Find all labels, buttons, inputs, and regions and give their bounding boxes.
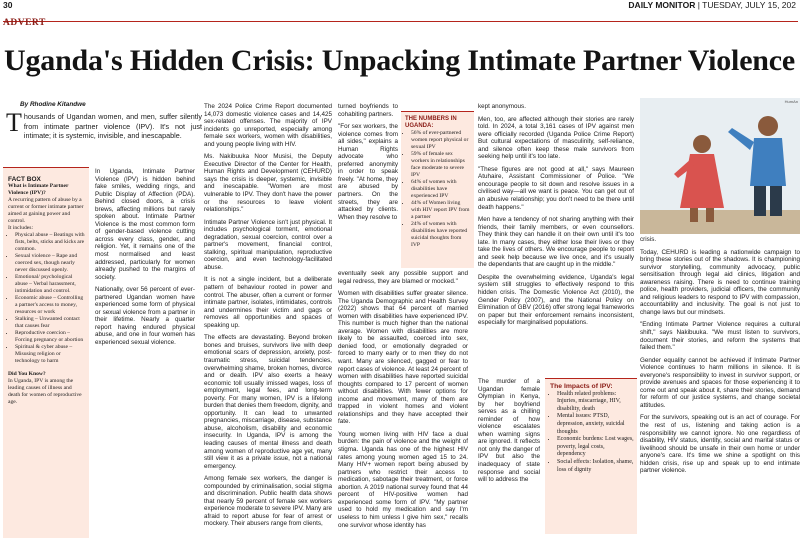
paragraph: Men, too, are affected although their stories are rarely told. In 2024, a total 3,161 cases of IPV against men were officially recorded (Uganda Police Crime Report) But cultural expectations of masculinity, self-reliance, and silence often keep these male survivors from seeking help until it's too late. [478, 115, 634, 161]
list-item: • 56% of ever-partnered women report physical or sexual IPV [411, 130, 471, 151]
list-item: • Physical abuse – Beatings with fists, belts, sticks and kicks are common. [15, 232, 85, 253]
did-you-know-title: Did You Know? [8, 371, 46, 377]
numbers-box [401, 111, 474, 268]
fact-box-list [8, 232, 85, 365]
paragraph: "For sex workers, the violence comes from all sides," explains a Human Rights advocate who preferred anonymity in order to speak freely. "At home, they are abused by partners. On the streets, they are attacked by clients. When they resolve to [338, 123, 398, 221]
lead-paragraph [6, 108, 202, 141]
list-item: • Health related problems: Injuries, miscarriage, HIV, disability, death [557, 391, 634, 414]
paragraph: Gender equality cannot be achieved if Intimate Partner Violence continues to harm millions in silence. It is everyone's responsibility to invest in survivor support, or provide avenues and spaces for those experiencing it to come out and speak about it, share their stories, demand for reform of our justice systems, and change societal attitudes. [640, 356, 800, 409]
fact-box-definition: A recurring pattern of abuse by a current or former intimate partner aimed at gaining power and control. [8, 197, 84, 224]
paragraph: For the survivors, speaking out is an act of courage. For the rest of us, listening and taking action is a responsibility we cannot ignore. No one regardless of disability, HIV status, identity, social and marital status or livelihood should be unsafe in their own home or under anyone's care. It's time we shine a spotlight on this hidden crisis, rise up and speak up to end intimate partner violence. [640, 414, 800, 475]
paragraph: It is not a single incident, but a deliberate pattern of behaviour rooted in power and control. The abuser, often a current or former intimate partner, isolates, intimidates, controls and undermines their victim and gags or removes all opportunities and spaces of speaking up. [204, 276, 332, 329]
headline: Uganda's Hidden Crisis: Unpacking Intimate Partner Violence [4, 44, 796, 77]
list-item: • 59% of female sex workers in relationships face moderate to severe IPV [411, 151, 471, 179]
paragraph: The murder of a Ugandan female Olympian in Kenya, by her boyfriend serves as a chilling reminder of how violence escalates when warning signs are ignored. It reflects not only the danger of IPV but also the inadequacy of state response and social will to address the [478, 378, 540, 484]
did-you-know-text: In Uganda, IPV is among the leading causes of illness and death for women of reproductive age. [8, 378, 82, 405]
paragraph: Ms. Nakibuuka Noor Musisi, the Deputy Executive Director of the Center for Health, Human Rights and Development (CEHURD) says the crisis is deeper, systemic, invisible and inescapable. "Women are most vulnerable to IPV. They don't have the power or the resources to leave violent relationships." [204, 153, 332, 214]
impacts-box-title: The Impacts of IPV: [550, 383, 613, 390]
masthead-separator: | [695, 0, 703, 10]
paragraph: Despite the overwhelming evidence, Uganda's legal system still struggles to effectively respond to this hidden crisis. The Domestic Violence Act (2010), the Gender Policy (2007), and the National Policy on Elimination of GBV (2016) offer strong legal frameworks on paper but their enforcement remains inconsistent, especially for marginalised populations. [478, 273, 634, 327]
column-1 [95, 168, 195, 352]
fact-box-title: FACT BOX [8, 176, 41, 183]
column-5 [640, 236, 800, 480]
column-4 [478, 103, 634, 332]
column-3 [338, 270, 468, 534]
fact-box-question: What is Intimate Partner Violence (IPV)? [8, 183, 69, 196]
illustration [640, 98, 800, 234]
illustration-label: HumAn [784, 99, 798, 104]
top-bar [0, 0, 800, 11]
paragraph: The 2024 Police Crime Report documented 14,073 domestic violence cases and 14,425 sex-related offenses. The majority of IPV incidents go unreported, especially among female sex workers, women with disabilities, and young people living with HIV. [204, 103, 332, 148]
paragraph: In Uganda, Intimate Partner Violence (IPV) is hidden behind fake smiles, wedding rings, and Public Display of Affection (PDA). Behind closed doors, a crisis brews, affecting millions but rarely spoken about. Intimate Partner Violence is the most common form of gender-based violence cutting across every class, gender, and religion. Yet, it remains one of the most normalised and least addressed, particularly for women already pushed to the margins of society. [95, 168, 195, 281]
list-item: • 24% of women with disabilities have reported suicidal thoughts from IVP [411, 221, 471, 249]
list-item: • Economic abuse – Controlling a partner's access to money, resources or work [15, 295, 85, 316]
impacts-box [545, 378, 637, 534]
paragraph: "These figures are not good at all," says Maureen Atuhaire, Assistant Commissioner of Police. "We encourage people to sit down and resolve issues in a civilised way—all we want is peace. You can get out of an abusive relationship; you don't need to be there until death happens." [478, 165, 634, 211]
paragraph: Nationally, over 56 percent of ever-partnered Ugandan women have experienced some form of physical or sexual violence from a partner in their lifetime. Nearly a quarter report having endured physical abuse, and one in four women has experienced sexual violence. [95, 286, 195, 347]
paragraph: "Ending Intimate Partner Violence requires a cultural shift," says Nakibuuka. "We must listen to survivors, document their stories, and reform the systems that failed them." [640, 321, 800, 352]
paragraph: Among female sex workers, the danger is compounded by criminalisation, social stigma and discrimination. Public health data shows that nearly 59 percent of female sex workers experience moderate to severe IPV. Many are afraid to report abuse for fear of arrest or mockery. Their abusers range from clients, [204, 475, 332, 528]
domestic-violence-illustration [640, 98, 800, 234]
list-item: • Stalking – Unwanted contact that causes fear [15, 316, 85, 330]
list-item: • Mental issues: PTSD, depression, anxiety, suicidal thoughts [557, 413, 634, 436]
paragraph: eventually seek any possible support and legal redress, they are blamed or mocked." [338, 270, 468, 285]
column-4-bottom [478, 378, 540, 489]
paragraph: Intimate Partner Violence isn't just physical. It includes psychological torment, emotional degradation, sexual coercion, control over a partner's movement, financial control, stalking, spiritual manipulation, reproductive coercion, and even technology-facilitated abuse. [204, 218, 332, 271]
paragraph: Young women living with HIV face a dual burden: the pain of violence and the weight of stigma. Uganda has one of the highest HIV rates among young women aged 15 to 24. Many HIV+ women report being abused by partners who restrict their access to medication, sabotage their treatment, or force abortion. A 2019 national survey found that 44 percent of HIV-positive women had experienced some form of IPV. "My partner used to hold my medication and say I'm useless to him unless I give him sex," recalls one survivor whose identity has [338, 430, 468, 529]
list-item: • Sexual violence – Rape and coerced sex, though nearly never discussed openly. [15, 253, 85, 274]
list-item: • 64% of women with disabilities have experienced IPV [411, 179, 471, 200]
list-item: • Emotional/ psychological abuse – Verbal harassment, intimidation and control. [15, 274, 85, 295]
numbers-box-title: THE NUMBERS IN UGANDA: [405, 116, 457, 129]
column-2 [204, 103, 332, 533]
fact-box-includes-label: It includes: [8, 225, 34, 231]
drop-cap: T [6, 108, 22, 137]
list-item: • Social effects: Isolation, shame, loss of dignity [557, 459, 634, 474]
paragraph: Today, CEHURD is leading a nationwide campaign to bring these stories out of the shadows. It is championing survivor storytelling, community advocacy, public sensitisation through legal aid clinics, litigation and awareness raising. There is need to continue training police, health providers, judicial officers, the community and religious leaders to respond to IPV with compassion, accountability and inclusivity. The goal is not just to change laws but our mindsets. [640, 248, 800, 316]
paragraph: turned boyfriends to cohabiting partners. [338, 103, 398, 118]
numbers-list [405, 130, 471, 249]
section-label-bar [3, 12, 798, 28]
paragraph: kept anonymous. [478, 103, 526, 110]
paragraph: Women with disabilities suffer greater silence. The Uganda Demographic and Health Survey (2022) shows that 64 percent of married women with disabilities have experienced IPV. This number is much higher than the national average. Women with disabilities are more likely to be assaulted, coerced into sex, denied food, or emotionally degraded or forced to marry early or to men they do not want. Many are silenced, gagged or fear to report cases of violence. At least 24 percent of women with disabilities have reported suicidal thoughts compared to 17 percent of women without disabilities. With fewer options for income and movement, many of them are trapped in violent homes and violent relationships and they have accepted their fate. [338, 290, 468, 426]
issue-date: TUESDAY, JULY 15, 202 [702, 0, 796, 10]
section-label: ADVERT [3, 18, 46, 28]
lead-text: housands of Ugandan women, and men, suffer silently from intimate partner violence (IPV). It's not just intimate; it is systemic, invisible, and inescapable. [23, 112, 202, 141]
list-item: • Economic burdens: Lost wages, poverty, legal costs, dependency [557, 436, 634, 459]
list-item: • 44% of Women living with HIV report IPV from a partner [411, 200, 471, 221]
list-item: • Reproductive coercion – Forcing pregnancy or abortion [15, 330, 85, 344]
page-number: 30 [3, 0, 13, 10]
paragraph: The effects are devastating. Beyond broken bones and bruises, survivors live with deep emotional scars of depression, anxiety, post-traumatic stress, suicidal tendencies, overwhelming shame, broken homes, divorce and or death. IPV also exerts a heavy economic toll usually imissed wages, loss of employment, legal fees, and long-term poverty. For many women, IPV is a lifelong burden that denies them freedom, dignity, and opportunity. It can lead to unwanted pregnancies, miscarriage, disease, substance abuse, alcoholism, disability and economic insecurity. In Uganda, IPV is among the leading causes of mental illness and death among women of reproductive age yet, many still view it as a private issue, not a national emergency. [204, 334, 333, 470]
paragraph: Men have a tendency of not sharing anything with their friends, their family members, or even counsellors. They think they can handle it on their own until it's too late. In many cases, they either lose their lives or they take the lives of others. We encourage people to report and seek help because we live once, and it's usually the dependants that are caught up in the middle." [478, 216, 634, 269]
paragraph: crisis. [640, 236, 657, 243]
list-item: • Spiritual & cyber abuse – Misusing religion or technology to harm [15, 344, 85, 365]
fact-box [3, 167, 89, 538]
masthead [628, 0, 796, 10]
impacts-list [550, 391, 634, 475]
masthead-title: DAILY MONITOR [628, 0, 696, 10]
column-3-top [338, 103, 398, 226]
byline: By Rhodine Kitandwe [20, 101, 86, 108]
